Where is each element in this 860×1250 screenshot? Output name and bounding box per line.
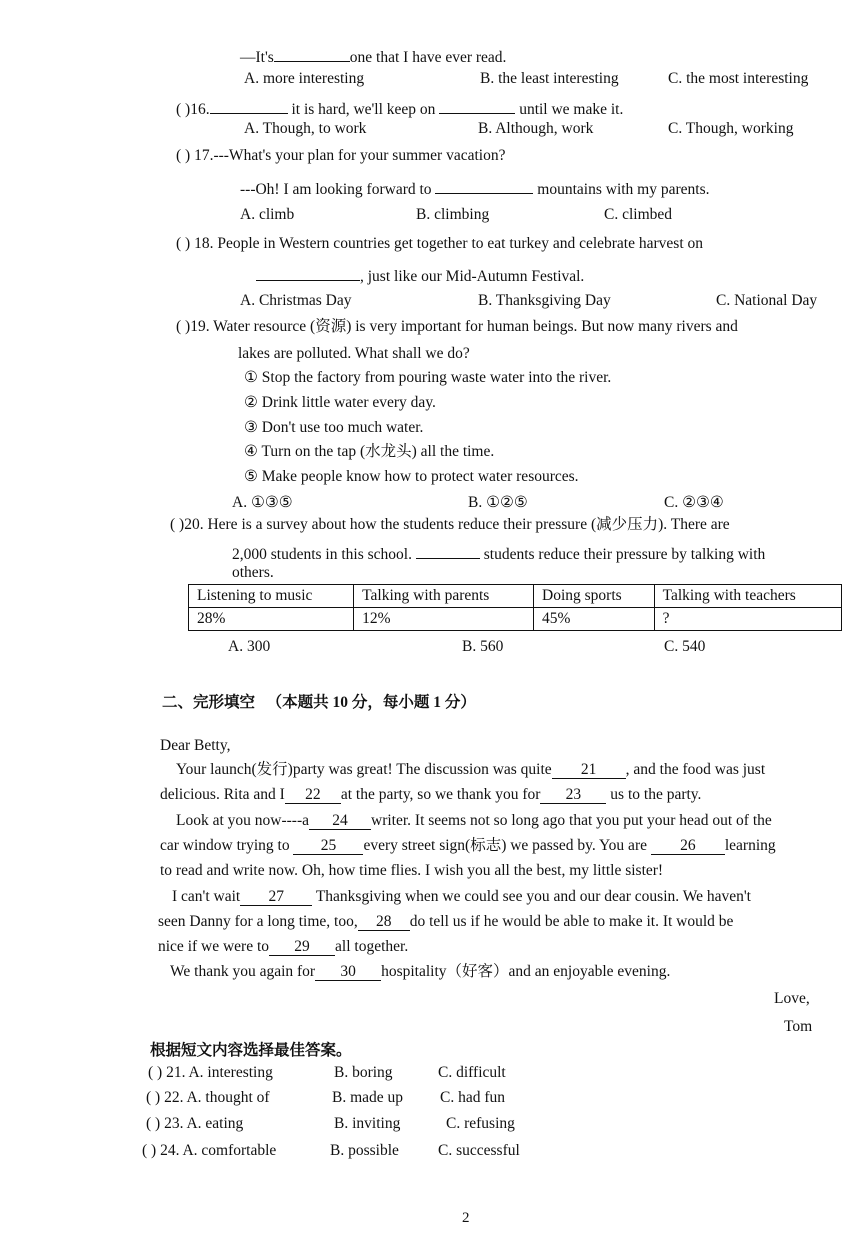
q20-line-2a: 2,000 students in this school. bbox=[232, 546, 412, 563]
letter-text: Thanksgiving when we could see you and our dear cousin. We haven't bbox=[315, 888, 751, 905]
letter-text: Look at you now----a bbox=[176, 812, 309, 829]
q17-line-1: ( ) 17.---What's your plan for your summer vacation? bbox=[176, 147, 506, 164]
letter-text: I can't wait bbox=[172, 888, 241, 905]
q19-option-a[interactable]: A. ①③⑤ bbox=[232, 494, 293, 511]
letter-text: hospitality（好客）and an enjoyable evening. bbox=[381, 963, 671, 980]
table-cell: 45% bbox=[534, 608, 655, 631]
q20-option-b[interactable]: B. 560 bbox=[462, 638, 504, 655]
letter-line-4 bbox=[160, 837, 776, 856]
letter-line-8 bbox=[158, 938, 408, 957]
q18-line-2-text: , just like our Mid-Autumn Festival. bbox=[360, 268, 585, 285]
q19-line-1: ( )19. Water resource (资源) is very important for human beings. But now many rivers and bbox=[176, 318, 738, 335]
q16-blank-1[interactable] bbox=[210, 96, 288, 114]
q15-blank[interactable] bbox=[274, 44, 350, 62]
q19-option-c[interactable]: C. ②③④ bbox=[664, 494, 724, 511]
q17-line-2 bbox=[240, 176, 710, 200]
letter-greeting: Dear Betty, bbox=[160, 737, 231, 754]
q17-line-2a: ---Oh! I am looking forward to bbox=[240, 181, 432, 198]
q18-line-2 bbox=[256, 263, 584, 287]
q21-option-c[interactable]: C. difficult bbox=[438, 1064, 506, 1081]
letter-text: do tell us if he would be able to make it. It would be bbox=[409, 913, 734, 930]
q24-option-c[interactable]: C. successful bbox=[438, 1142, 520, 1159]
letter-line-2 bbox=[160, 786, 701, 805]
q19-option-b[interactable]: B. ①②⑤ bbox=[468, 494, 528, 511]
q23-option-b[interactable]: B. inviting bbox=[334, 1115, 401, 1132]
q18-blank[interactable] bbox=[256, 263, 360, 281]
q16-stem bbox=[176, 96, 623, 120]
q19-item-4: ④ Turn on the tap (水龙头) all the time. bbox=[244, 443, 495, 460]
q20-blank[interactable] bbox=[416, 541, 480, 559]
table-row bbox=[189, 608, 842, 631]
q19-item-5: ⑤ Make people know how to protect water resources. bbox=[244, 468, 579, 485]
page-number: 2 bbox=[462, 1210, 470, 1226]
table-cell: ? bbox=[654, 608, 841, 631]
letter-text: We thank you again for bbox=[170, 963, 316, 980]
blank-23[interactable]: 23 bbox=[540, 786, 606, 804]
letter-text: , and the food was just bbox=[625, 761, 766, 778]
q19-item-3: ③ Don't use too much water. bbox=[244, 419, 424, 436]
blank-27[interactable]: 27 bbox=[240, 888, 312, 906]
table-header: Talking with teachers bbox=[654, 585, 841, 608]
q22-option-c[interactable]: C. had fun bbox=[440, 1089, 506, 1106]
section-heading bbox=[162, 690, 476, 712]
letter-text: writer. It seems not so long ago that you put your head out of the bbox=[371, 812, 772, 829]
q22-option-a[interactable]: ( ) 22. A. thought of bbox=[146, 1089, 270, 1106]
q23-option-c[interactable]: C. refusing bbox=[446, 1115, 515, 1132]
letter-text: seen Danny for a long time, too, bbox=[158, 913, 358, 930]
q16-option-b[interactable]: B. Although, work bbox=[478, 120, 594, 137]
q24-option-b[interactable]: B. possible bbox=[330, 1142, 399, 1159]
q21-option-a[interactable]: ( ) 21. A. interesting bbox=[148, 1064, 273, 1081]
blank-24[interactable]: 24 bbox=[309, 812, 371, 830]
table-header: Listening to music bbox=[189, 585, 354, 608]
table-header: Doing sports bbox=[534, 585, 655, 608]
cloze-instruction: 根据短文内容选择最佳答案。 bbox=[150, 1042, 352, 1059]
q19-item-1: ① Stop the factory from pouring waste water into the river. bbox=[244, 369, 612, 386]
q16-blank-2[interactable] bbox=[439, 96, 515, 114]
q20-line-2 bbox=[232, 541, 765, 565]
letter-text: learning bbox=[724, 837, 776, 854]
table-header: Talking with parents bbox=[354, 585, 534, 608]
q16-option-a[interactable]: A. Though, to work bbox=[244, 120, 367, 137]
q19-item-2: ② Drink little water every day. bbox=[244, 394, 436, 411]
q20-line-2b: students reduce their pressure by talking with bbox=[483, 546, 766, 563]
letter-text: delicious. Rita and I bbox=[160, 786, 285, 803]
section-note: （本题共 10 分，每小题 1 分） bbox=[266, 694, 476, 711]
q17-line-2b: mountains with my parents. bbox=[537, 181, 710, 198]
letter-signature: Tom bbox=[784, 1018, 813, 1035]
letter-line-3 bbox=[176, 812, 772, 831]
survey-table bbox=[188, 584, 842, 631]
q24-option-a[interactable]: ( ) 24. A. comfortable bbox=[142, 1142, 277, 1159]
letter-text: car window trying to bbox=[160, 837, 290, 854]
blank-29[interactable]: 29 bbox=[269, 938, 335, 956]
q20-option-a[interactable]: A. 300 bbox=[228, 638, 271, 655]
q15-stem-b: one that I have ever read. bbox=[349, 49, 507, 66]
letter-line-6 bbox=[172, 888, 751, 907]
letter-text: all together. bbox=[335, 938, 409, 955]
q18-option-c[interactable]: C. National Day bbox=[716, 292, 818, 309]
q16-part-1: it is hard, we'll keep on bbox=[291, 101, 436, 118]
q17-option-a[interactable]: A. climb bbox=[240, 206, 295, 223]
q18-option-a[interactable]: A. Christmas Day bbox=[240, 292, 352, 309]
q17-option-c[interactable]: C. climbed bbox=[604, 206, 673, 223]
q19-line-2: lakes are polluted. What shall we do? bbox=[238, 345, 470, 362]
blank-25[interactable]: 25 bbox=[293, 837, 363, 855]
table-cell: 28% bbox=[189, 608, 354, 631]
q16-number: ( )16. bbox=[176, 101, 210, 118]
letter-text: nice if we were to bbox=[158, 938, 270, 955]
letter-text: us to the party. bbox=[610, 786, 702, 803]
table-cell: 12% bbox=[354, 608, 534, 631]
blank-22[interactable]: 22 bbox=[285, 786, 341, 804]
letter-text: Your launch(发行)party was great! The discussion was quite bbox=[176, 761, 552, 778]
q20-option-c[interactable]: C. 540 bbox=[664, 638, 706, 655]
q23-option-a[interactable]: ( ) 23. A. eating bbox=[146, 1115, 244, 1132]
blank-21[interactable]: 21 bbox=[552, 761, 626, 779]
letter-line-9 bbox=[170, 963, 670, 982]
blank-30[interactable]: 30 bbox=[315, 963, 381, 981]
letter-closing: Love, bbox=[774, 990, 810, 1007]
q15-option-b[interactable]: B. the least interesting bbox=[480, 70, 619, 87]
letter-text: every street sign(标志) we passed by. You are bbox=[363, 837, 647, 854]
letter-line-5: to read and write now. Oh, how time flies. I wish you all the best, my little sister! bbox=[160, 862, 664, 879]
section-title: 二、完形填空 bbox=[162, 694, 256, 711]
q18-line-1: ( ) 18. People in Western countries get together to eat turkey and celebrate harvest on bbox=[176, 235, 703, 252]
q15-stem-a: —It's bbox=[240, 49, 274, 66]
q16-option-c[interactable]: C. Though, working bbox=[668, 120, 794, 137]
q18-option-b[interactable]: B. Thanksgiving Day bbox=[478, 292, 611, 309]
blank-28[interactable]: 28 bbox=[358, 913, 410, 931]
q20-line-3: others. bbox=[232, 564, 274, 581]
blank-26[interactable]: 26 bbox=[651, 837, 725, 855]
q16-part-2: until we make it. bbox=[519, 101, 624, 118]
table-header-row bbox=[189, 585, 842, 608]
letter-text: at the party, so we thank you for bbox=[340, 786, 541, 803]
q15-option-a[interactable]: A. more interesting bbox=[244, 70, 365, 87]
q17-blank[interactable] bbox=[435, 176, 533, 194]
letter-line-7 bbox=[158, 913, 733, 932]
q17-option-b[interactable]: B. climbing bbox=[416, 206, 490, 223]
q20-line-1: ( )20. Here is a survey about how the students reduce their pressure (减少压力). There are bbox=[170, 516, 730, 533]
q21-option-b[interactable]: B. boring bbox=[334, 1064, 393, 1081]
q15-option-c[interactable]: C. the most interesting bbox=[668, 70, 809, 87]
q22-option-b[interactable]: B. made up bbox=[332, 1089, 404, 1106]
letter-line-1 bbox=[176, 761, 765, 780]
q15-stem bbox=[240, 44, 506, 68]
